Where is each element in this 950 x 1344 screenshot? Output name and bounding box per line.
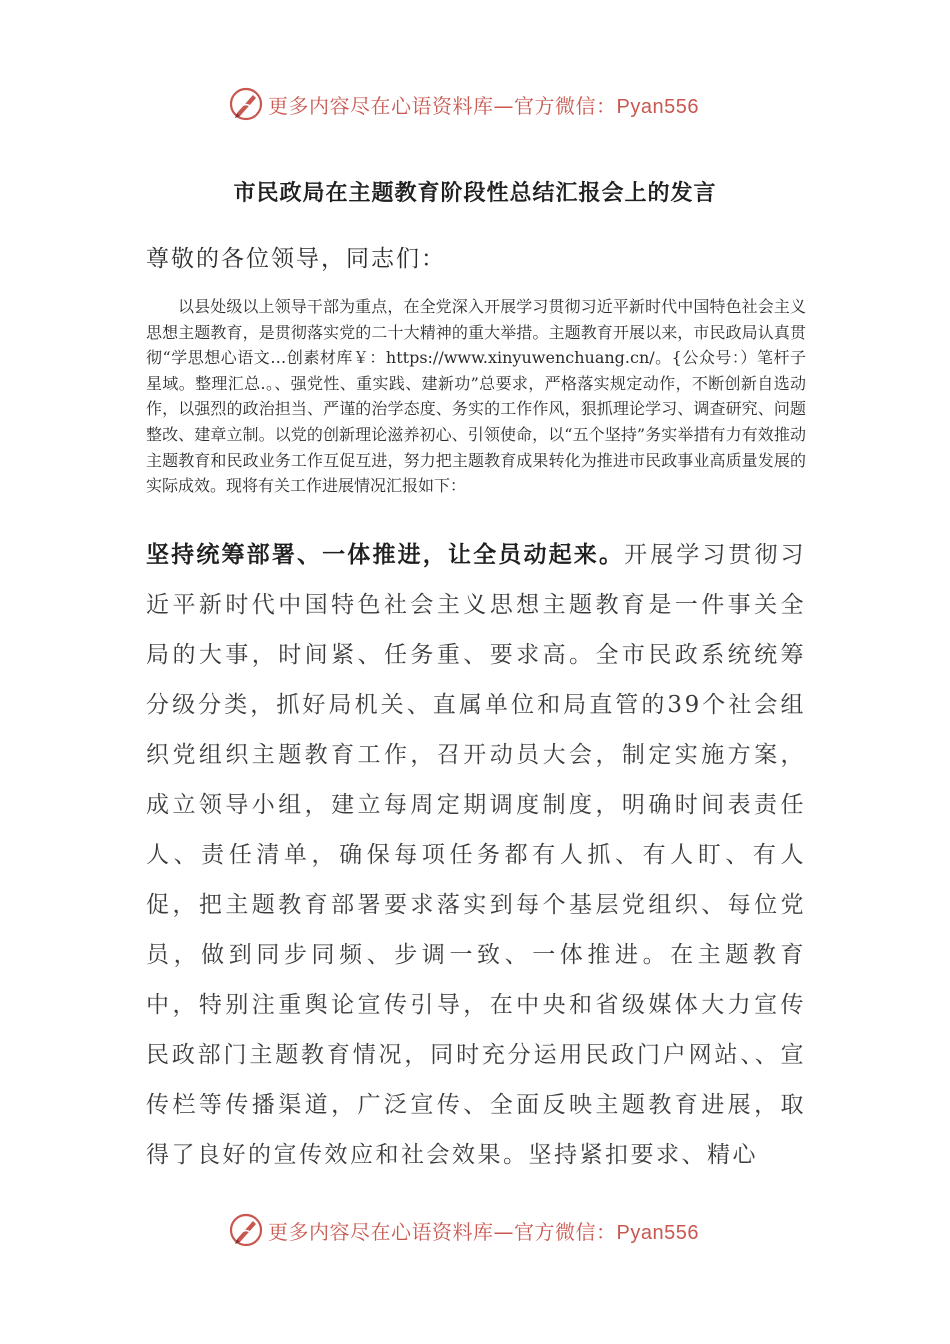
banner-text	[268, 90, 699, 119]
footer-banner	[0, 1208, 950, 1252]
header-banner	[0, 82, 950, 126]
document-title: 市民政局在主题教育阶段性总结汇报会上的发言	[233, 181, 717, 206]
section-paragraph	[146, 530, 806, 1180]
pen-logo-icon	[228, 1212, 264, 1248]
greeting: 尊敬的各位领导，同志们：	[146, 246, 446, 272]
banner-label: 更多内容尽在心语资料库—官方微信：	[268, 1219, 617, 1244]
banner-wechat-id: Pyan556	[616, 95, 699, 118]
banner-text	[268, 1216, 699, 1245]
intro-paragraph: 以县处级以上领导干部为重点，在全党深入开展学习贯彻习近平新时代中国特色社会主义思想主题教育，是贯彻落实党的二十大精神的重大举措。主题教育开展以来，市民政局认真贯彻“学思想心语文…创素材库￥：https://www.xinyuwenchuang.cn/。{公众号：）笔杆子星域。整理汇总.。、强党性、重实践、建新功”总要求，严格落实规定动作，不断创新自选动作，以强烈的政治担当、严谨的治学态度、务实的工作作风，狠抓理论学习、调查研究、问题整改、建章立制。以党的创新理论滋养初心、引领使命，以“五个坚持”务实举措有力有效推动主题教育和民政业务工作互促互进，努力把主题教育成果转化为推进市民政事业高质量发展的实际成效。现将有关工作进展情况汇报如下：	[146, 297, 806, 496]
pen-logo-icon	[228, 86, 264, 122]
section-heading: 坚持统筹部署、一体推进，让全员动起来。	[146, 542, 625, 568]
banner-label: 更多内容尽在心语资料库—官方微信：	[268, 93, 617, 118]
banner-wechat-id: Pyan556	[616, 1221, 699, 1244]
section-body: 开展学习贯彻习近平新时代中国特色社会主义思想主题教育是一件事关全局的大事，时间紧、任务重、要求高。全市民政系统统筹分级分类，抓好局机关、直属单位和局直管的39个社会组织党组织主题教育工作，召开动员大会，制定实施方案，成立领导小组，建立每周定期调度制度，明确时间表责任人、责任清单，确保每项任务都有人抓、有人盯、有人促，把主题教育部署要求落实到每个基层党组织、每位党员，做到同步同频、步调一致、一体推进。在主题教育中，特别注重舆论宣传引导，在中央和省级媒体大力宣传民政部门主题教育情况，同时充分运用民政门户网站、、宣传栏等传播渠道，广泛宣传、全面反映主题教育进展，取得了良好的宣传效应和社会效果。坚持紧扣要求、精心	[146, 542, 807, 1168]
